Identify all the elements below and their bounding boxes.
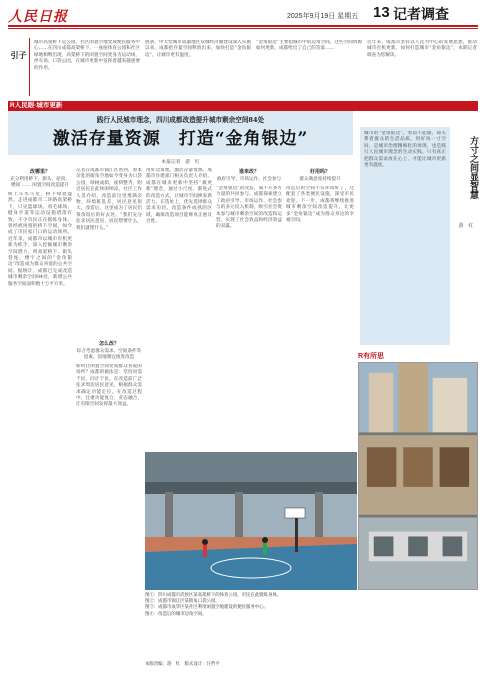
dek-1: 充分利用桥下、街头、屋顶、楼间 …… 闲置空间改造提升 [10, 177, 70, 188]
subhead-2: 怎么改？ [98, 341, 119, 347]
caption-2: 图②：成都市锦江区某街角口袋公园。 [145, 599, 220, 605]
intro-col-3: “金角银边”主要指城市中的边角空间，这些空间资源如何更新，成都给出了自己的答案…… [256, 40, 362, 52]
article-column-2b [76, 340, 142, 584]
body-b: 记者在成都市锦江区看到，原本杂乱的街角空地如今变身为口袋公园，绿树成荫，座椅整齐，附近居民在此休闲纳凉。社区工作人员介绍，改造前这里堆满杂物，环境脏乱差，居民意见很大。改造后，这里成为了居民们茶余饭后的好去处。“我们充分征求居民意见，居民想要什么，我们就建什么。” [76, 168, 142, 231]
intro-label-box [8, 38, 30, 96]
caption-1: 图①：四川成都市武侯区某高架桥下的体育公园，市民在此锻炼身体。 [145, 593, 282, 598]
article-column-4 [216, 168, 282, 348]
article-column-1 [8, 168, 72, 582]
intro-label: 引子 [10, 50, 27, 60]
photo-captions [145, 593, 478, 618]
sidebar-text: 城市的“金角银边”，看似不起眼，却关系着群众的生活品质。用好每一寸空间，是城市治理精细化的体现，也是践行人民城市理念的生动实践。只有真正把群众需求放在心上，才能让城市更新更有温度。 [364, 131, 446, 169]
dek-2: 综合考虑群众需求、空间条件等因素，因地制宜推进改造 [76, 349, 142, 360]
caption-3: 图③：成都市成华区某社区利用闲置空地建设的便民服务中心。 [145, 605, 268, 611]
subhead-1: 改哪里？ [29, 169, 50, 175]
photo-section-label: R有所思 [358, 353, 385, 360]
photo-city-panel [358, 362, 478, 590]
subhead-4: 好用吗？ [309, 169, 330, 175]
article-kicker: 践行人民城市理念，四川成都改造提升城市剩余空间84处 [96, 116, 265, 124]
photo-basketball-court [145, 452, 357, 590]
sidebar-commentary-box [360, 127, 450, 345]
article-column-5 [286, 168, 354, 348]
body-d: 如何让闲置空间变成群众喜爱的场所？成都的做法是：坚持问需于民、问计于民。在改造前广泛征求周边居民意见，根据群众需求确定功能定位。在改造过程中，注重功能复合、业态融合，让有限空间发挥最大效益。 [76, 364, 142, 408]
body-e: “金角银边”的改造，离不开多方力量的共同参与。成都探索建立了政府引导、市场运作、社会参与的多元投入机制，吸引社会资本参与城市剩余空间的改造和运营，实现了社会效益和经济效益的双赢。 [216, 186, 282, 230]
sidebar-author: 游 红 [458, 223, 474, 229]
caption-4: 图④：改造后的城市边角空间。 [145, 611, 207, 617]
page-credits: 本版责编：游 红 版式设计：汪哲平 [145, 662, 220, 667]
section-banner [8, 101, 478, 111]
issue-date: 2025年9月19日 星期五 [287, 13, 359, 20]
masthead-rule [8, 25, 478, 27]
intro-col-4: 近年来，成都市坚持以人民为中心的发展思想，推动城市有机更新。如何打造城市“金角银边”，本期记者调查为您解读。 [367, 40, 477, 58]
dek-4: 群众满意度持续提升 [299, 177, 341, 182]
intro-col-2: 链条，中大型城市成渝地区双城经济圈建设深入实施以来，成都把存量空间释放出来，加快打造“金角银边”，让城市更有温度。 [145, 40, 251, 58]
article-column-2 [76, 168, 142, 338]
intro-section [8, 38, 478, 96]
masthead-logo: 人民日报 [8, 9, 68, 25]
banner-label: R人民眼·城市更新 [10, 102, 63, 109]
body-f: 改造后的空间不仅环境好了，还配套了各类便民设施，深受市民欢迎。下一步，成都将继续推进城市剩余空间改造提升，让更多“金角银边”成为群众身边的幸福空间。 [286, 186, 354, 224]
article-headline: 激活存量资源 打造“金角银边” [52, 129, 309, 149]
section-title: 记者调查 [393, 6, 449, 22]
body-a: 桥上车水马龙，桥下绿意盎然。走进成都市二环路高架桥下，只见篮球场、羽毛球场、健身步道等运动设施错落有致，不少市民正在锻炼身体。曾经被闲置的桥下空间，如今成了市民家门口的运动场所。近年来，成都市以城市有机更新为抓手，深入挖掘城市剩余空间潜力，将高架桥下、街头巷尾、楼宇之间的“金角银边”改造成为群众喜爱的公共空间。据统计，成都已完成改造城市剩余空间84处，新增公共服务空间面积数十万平方米。 [8, 192, 72, 287]
page-number: 13 [373, 4, 390, 21]
masthead-rule-thin [8, 28, 478, 29]
body-c: 用好边角地，激活存量资源。成都市住建部门相关负责人介绍，成都在城市更新中坚持“微更新”理念，通过小尺度、渐进式的改造方式，让城市空间焕发新活力。在选址上，优先选择群众需求迫切、改造条件成熟的区域，确保改造项目能够真正惠及百姓。 [146, 168, 212, 225]
subhead-3: 谁来改？ [238, 169, 259, 175]
article-byline: 本报记者 游 红 [161, 160, 200, 165]
sidebar-title: 方寸之间显智慧 [468, 136, 478, 199]
article-column-3 [146, 168, 212, 348]
dek-3: 政府引导、市场运作、社会参与 [216, 177, 282, 182]
intro-col-1: 城市高架桥下是公园，社区闲置空地变成便民服务中心……在四川成都高架桥下，一座座体育公园和社区绿地相继出现，高架桥下的闲置空间变身为运动场、停车场、口袋公园，在城市更新中发挥着越来越重要的作用。 [34, 40, 140, 71]
